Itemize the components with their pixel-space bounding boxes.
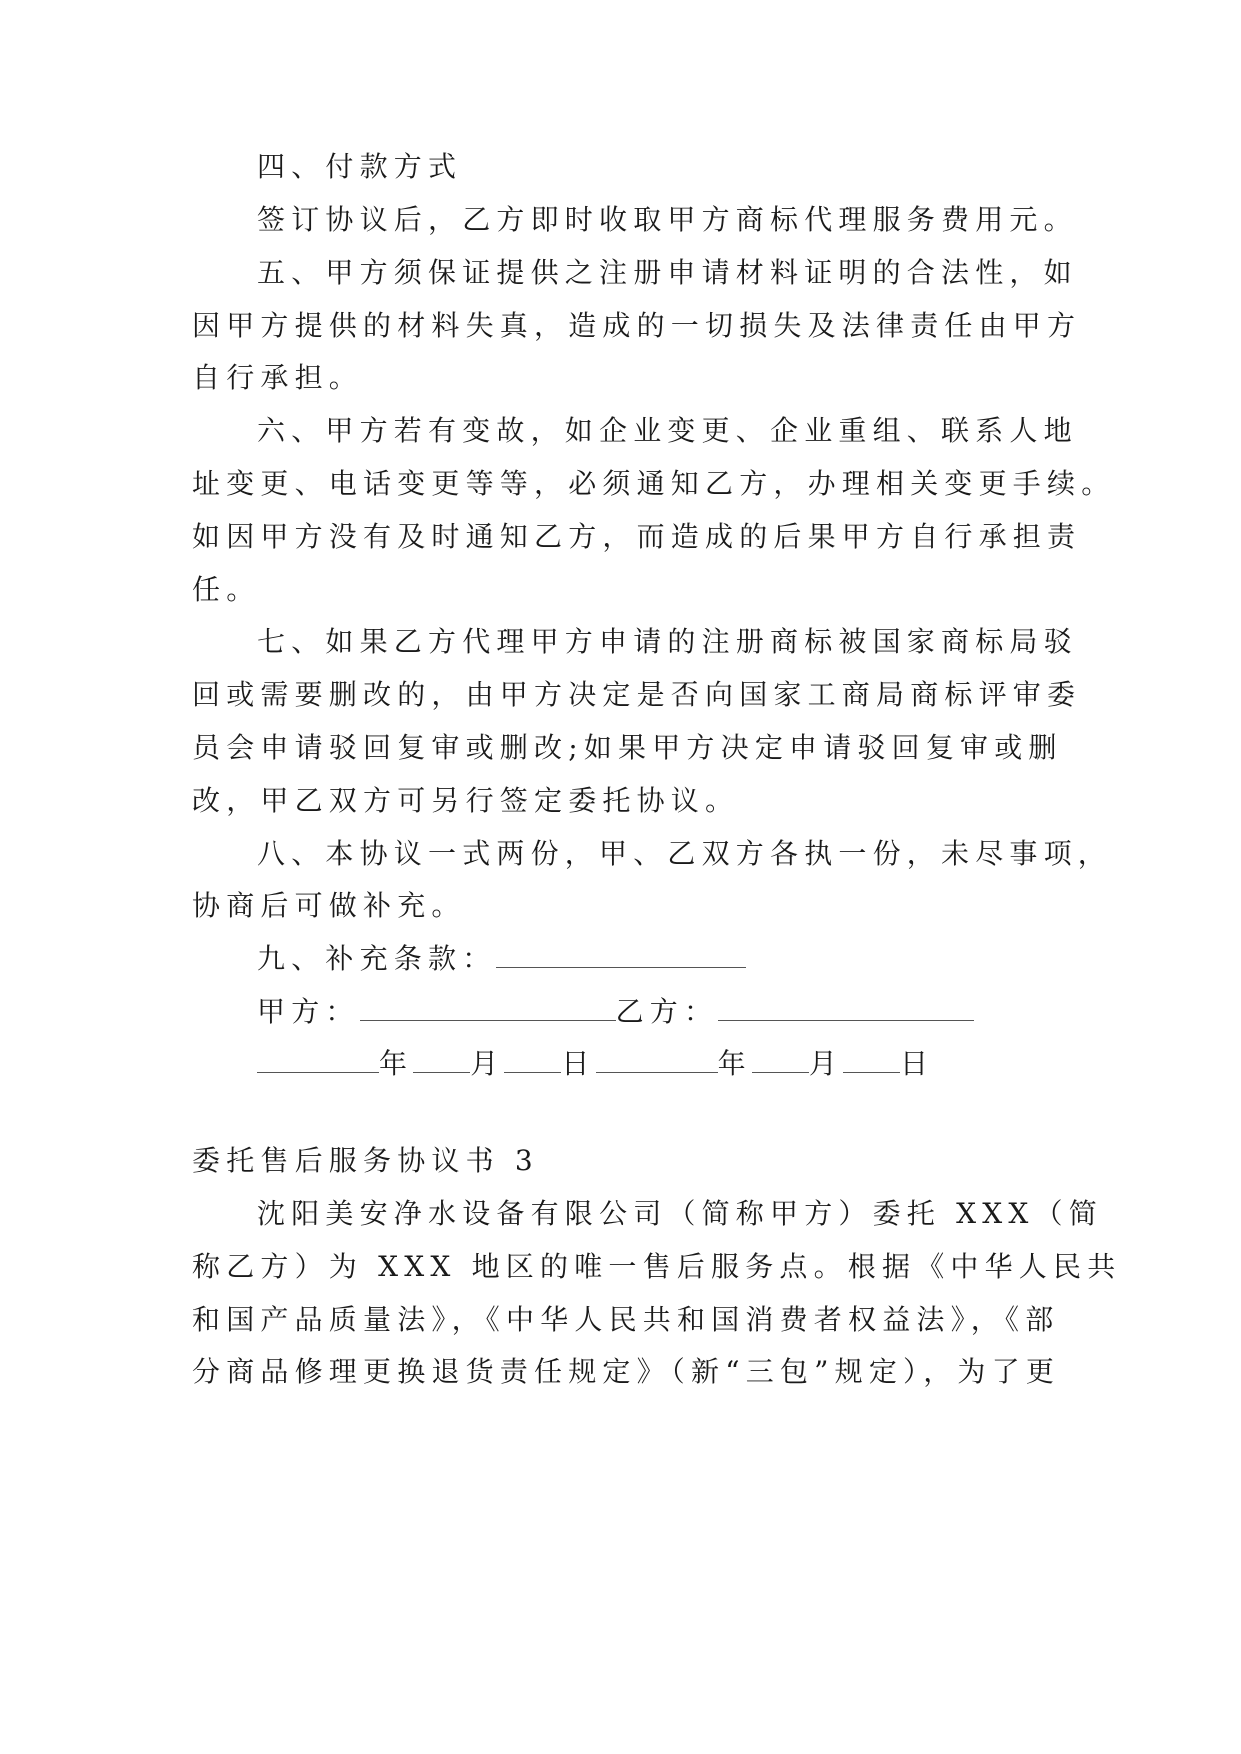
section-5-line: 自行承担。 [192, 361, 364, 394]
year-label: 年 [717, 1047, 752, 1080]
agreement-3-line: 沈阳美安净水设备有限公司（简称甲方）委托 XXX（简 [257, 1197, 1103, 1230]
agreement-3-line: 分商品修理更换退货责任规定》（新“三包”规定），为了更 [192, 1355, 1061, 1388]
month-blank [752, 1050, 809, 1073]
section-4-heading: 四、付款方式 [257, 150, 463, 183]
year-blank [257, 1050, 379, 1073]
section-7-line: 改，甲乙双方可另行签定委托协议。 [192, 784, 740, 817]
party-b-label: 乙方： [615, 995, 719, 1028]
party-a-blank [360, 998, 616, 1021]
year-blank [596, 1050, 718, 1073]
supplementary-terms-blank [496, 945, 746, 968]
month-label: 月 [470, 1047, 505, 1080]
section-6-line: 址变更、电话变更等等，必须通知乙方，办理相关变更手续。 [192, 467, 1116, 500]
section-7-line: 员会申请驳回复审或删改;如果甲方决定申请驳回复审或删 [192, 731, 1063, 764]
date-line [257, 1044, 934, 1084]
supplementary-terms-label: 九、补充条款： [257, 942, 497, 975]
day-blank [843, 1050, 900, 1073]
section-7-line: 回或需要删改的，由甲方决定是否向国家工商局商标评审委 [192, 678, 1082, 711]
section-5-line: 五、甲方须保证提供之注册申请材料证明的合法性，如 [257, 256, 1078, 289]
day-blank [504, 1050, 561, 1073]
agreement-3-line: 和国产品质量法》，《中华人民共和国消费者权益法》，《部 [192, 1303, 1060, 1336]
section-6-line: 如因甲方没有及时通知乙方，而造成的后果甲方自行承担责 [192, 520, 1082, 553]
agreement-3-title: 委托售后服务协议书 3 [192, 1144, 539, 1177]
section-7-line: 七、如果乙方代理甲方申请的注册商标被国家商标局驳 [257, 625, 1078, 658]
signature-line [257, 992, 974, 1032]
section-4-body: 签订协议后，乙方即时收取甲方商标代理服务费用元。 [257, 203, 1078, 236]
party-b-blank [718, 998, 974, 1021]
section-5-line: 因甲方提供的材料失真，造成的一切损失及法律责任由甲方 [192, 309, 1082, 342]
section-6-line: 六、甲方若有变故，如企业变更、企业重组、联系人地 [257, 414, 1078, 447]
section-6-line: 任。 [192, 573, 261, 606]
section-8-line: 八、本协议一式两份，甲、乙双方各执一份，未尽事项， [257, 837, 1113, 870]
party-a-label: 甲方： [257, 995, 360, 1028]
day-label: 日 [561, 1047, 596, 1080]
section-8-line: 协商后可做补充。 [192, 889, 466, 922]
month-blank [413, 1050, 470, 1073]
agreement-3-line: 称乙方）为 XXX 地区的唯一售后服务点。根据《中华人民共 [192, 1250, 1122, 1283]
month-label: 月 [808, 1047, 844, 1080]
day-label: 日 [900, 1047, 935, 1080]
year-label: 年 [379, 1047, 414, 1080]
section-9-line [257, 939, 746, 979]
